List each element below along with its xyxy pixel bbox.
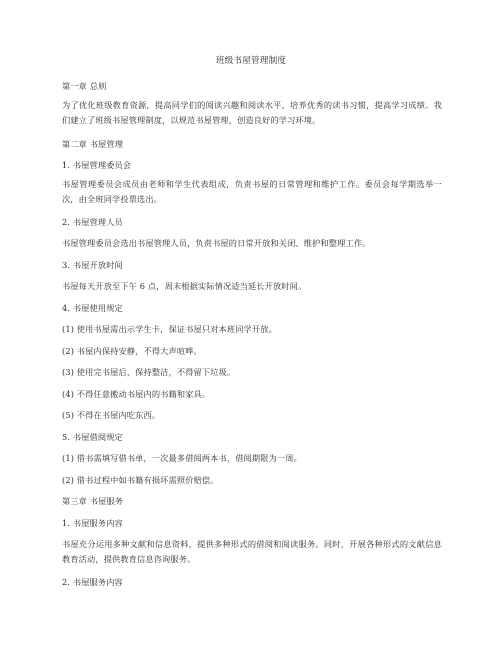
chapter-1-body: 为了优化班级教育资源，提高同学们的阅读兴趣和阅读水平，培养优秀的读书习惯，提高学习成绩。我们建立了班级书屋管理制度，以规范书屋管理，创造良好的学习环境。 xyxy=(62,100,442,125)
section-title: 4. 书屋使用规定 xyxy=(62,303,123,313)
list-item: (4) 不得任意搬动书屋内的书籍和家具。 xyxy=(62,389,211,399)
chapter-3-heading: 第三章 书屋服务 xyxy=(62,496,124,506)
section-body: 书屋管理委员会选出书屋管理人员，负责书屋的日常开放和关闭、维护和整理工作。 xyxy=(62,238,371,248)
section-title: 3. 书屋开放时间 xyxy=(62,260,123,270)
section-body: 书屋管理委员会成员由老师和学生代表组成，负责书屋的日常管理和维护工作。委员会每学期选举一次，由全班同学投票选出。 xyxy=(62,179,442,204)
chapter-1-heading: 第一章 总则 xyxy=(62,81,107,91)
section-title: 5. 书屋借阅规定 xyxy=(62,432,123,442)
section-title: 1. 书屋服务内容 xyxy=(62,518,123,528)
chapter-2-heading: 第二章 书屋管理 xyxy=(62,139,124,149)
list-item: (1) 使用书屋需出示学生卡，保证书屋只对本班同学开放。 xyxy=(62,324,277,334)
section-title: 1. 书屋管理委员会 xyxy=(62,160,132,170)
document-title: 班级书屋管理制度 xyxy=(215,56,287,66)
list-item: (2) 借书过程中如书籍有损坏需照价赔偿。 xyxy=(62,475,219,485)
list-item: (1) 借书需填写借书单，一次最多借阅两本书，借阅期限为一周。 xyxy=(62,453,302,463)
section-title: 2. 书屋服务内容 xyxy=(62,577,123,587)
list-item: (3) 使用完书屋后，保持整洁，不得留下垃圾。 xyxy=(62,367,236,377)
list-item: (5) 不得在书屋内吃东西。 xyxy=(62,410,161,420)
list-item: (2) 书屋内保持安静，不得大声喧哗。 xyxy=(62,346,202,356)
section-body: 书屋每天开放至下午 6 点，周末根据实际情况适当延长开放时间。 xyxy=(62,281,307,291)
section-title: 2. 书屋管理人员 xyxy=(62,217,123,227)
section-body: 书屋充分运用多种文献和信息资料，提供多种形式的借阅和阅读服务。同时，开展各种形式的文献信息教育活动，提供教育信息咨询服务。 xyxy=(62,539,442,564)
